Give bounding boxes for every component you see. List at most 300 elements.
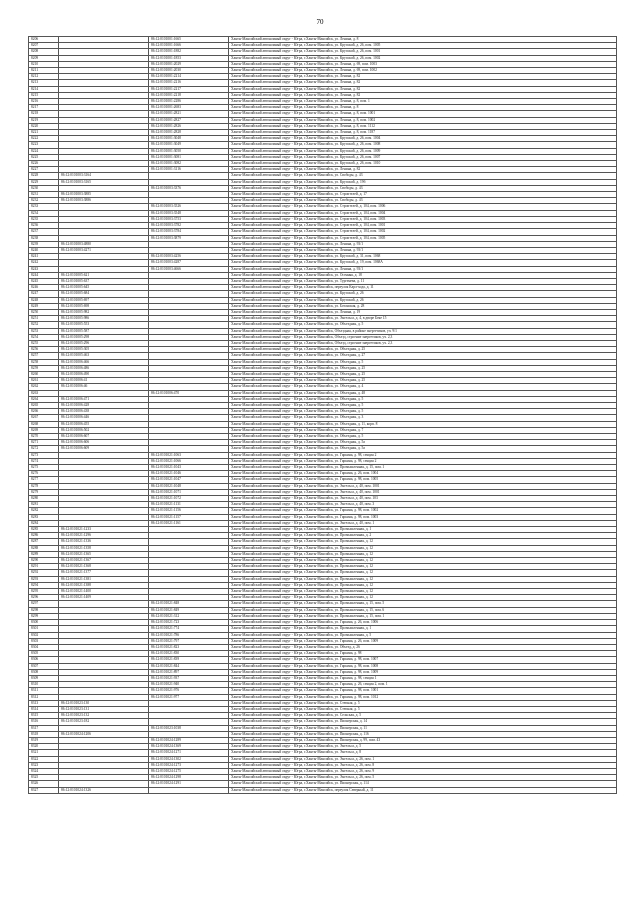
object-cadastral-cell: 86:12:0101001:2821 xyxy=(149,111,229,117)
address-cell: Ханты-Мансийский автономный округ - Югра, г.Ханты-Мансийск, ул. Промышленная, д. 15, пом. 6 xyxy=(229,607,617,613)
object-cadastral-cell: 86:12:0101024:1275 xyxy=(149,768,229,774)
object-cadastral-cell: 86:12:0101001:2029 xyxy=(149,61,229,67)
row-number-cell: 8304 xyxy=(29,644,59,650)
row-number-cell: 8226 xyxy=(29,161,59,167)
row-number-cell: 8234 xyxy=(29,210,59,216)
address-cell: Ханты-Мансийский автономный округ - Югра, г.Ханты-Мансийск, ул. Свободы, д. 43 xyxy=(229,173,617,179)
address-cell: Ханты-Мансийский автономный округ - Югра, г.Ханты-Мансийск, ул. Промышленная, д. 2 xyxy=(229,533,617,539)
land-cadastral-cell: 86:12:0101006:490 xyxy=(59,371,149,377)
object-cadastral-cell: 86:12:0101001:2683 xyxy=(149,105,229,111)
row-number-cell: 8241 xyxy=(29,254,59,260)
address-cell: Ханты-Мансийский автономный округ - Югра, г.Ханты-Мансийск, ул. Объездная, д. 7 xyxy=(229,427,617,433)
object-cadastral-cell: 86:12:0101003:4256 xyxy=(149,254,229,260)
land-cadastral-cell: 86:12:0101006:46 xyxy=(59,384,149,390)
address-cell: Ханты-Мансийский автономный округ - Югра, г.Ханты-Мансийск, переулок Северный, д. 11 xyxy=(229,787,617,793)
land-cadastral-cell: 86:12:0101003:3165 xyxy=(59,179,149,185)
address-cell: Ханты-Мансийский автономный округ - Югра, г.Ханты-Мансийск, ул. Энгельса, д. 8 xyxy=(229,750,617,756)
address-cell: Ханты-Мансийский автономный округ - Югра, г.Ханты-Мансийск, ул. Промышленная, д. 15, пом. 5 xyxy=(229,601,617,607)
object-cadastral-cell: 86:12:0101001:2218 xyxy=(149,92,229,98)
address-cell: Ханты-Мансийский автономный округ - Югра, г.Ханты-Мансийск, ул. Гаркина, д. 98, пом. 1012 xyxy=(229,694,617,700)
row-number-cell: 8260 xyxy=(29,371,59,377)
row-number-cell: 8246 xyxy=(29,285,59,291)
land-cadastral-cell: 86:12:0101005:296 xyxy=(59,340,149,346)
address-cell: Ханты-Мансийский автономный округ - Югра, г.Ханты-Мансийск, ул. Ленина, д. 8, пом. 1187 xyxy=(229,130,617,136)
land-cadastral-cell: 86:12:0101005:697 xyxy=(59,297,149,303)
object-cadastral-cell: 86:12:0101001:2030 xyxy=(149,68,229,74)
row-number-cell: 8324 xyxy=(29,768,59,774)
row-number-cell: 8321 xyxy=(29,750,59,756)
row-number-cell: 8295 xyxy=(29,589,59,595)
row-number-cell: 8263 xyxy=(29,390,59,396)
row-number-cell: 8300 xyxy=(29,620,59,626)
land-cadastral-cell: 86:12:0101005:986 xyxy=(59,316,149,322)
object-cadastral-cell: 86:12:0101021:723 xyxy=(149,620,229,626)
row-number-cell: 8251 xyxy=(29,316,59,322)
object-cadastral-cell: 86:12:0101001:1853 xyxy=(149,55,229,61)
address-cell: Ханты-Мансийский автономный округ - Югра, г.Ханты-Мансийск, ул. Промышленная, д. 12 xyxy=(229,576,617,582)
row-number-cell: 8276 xyxy=(29,471,59,477)
object-cadastral-cell: 86:12:0101003:3548 xyxy=(149,210,229,216)
land-cadastral-cell: 86:12:0101024:1206 xyxy=(59,731,149,737)
row-number-cell: 8307 xyxy=(29,663,59,669)
address-cell: Ханты-Мансийский автономный округ - Югра, г.Ханты-Мансийск, ул. Гаркина, д. 98, пом. 1009 xyxy=(229,669,617,675)
object-cadastral-cell: 86:12:0101021:848 xyxy=(149,601,229,607)
land-cadastral-cell: 86:12:0101006:428 xyxy=(59,402,149,408)
address-cell: Ханты-Мансийский автономный округ - Югра, г.Ханты-Мансийск, ул. Объездная, д. 25 xyxy=(229,371,617,377)
address-cell: Ханты-Мансийский автономный округ - Югра, г.Ханты-Мансийск, ул. Промышленная, д. 12 xyxy=(229,539,617,545)
address-cell: Ханты-Мансийский автономный округ - Югра, г.Ханты-Мансийск, ул. Промышленная, д. 5 xyxy=(229,632,617,638)
address-cell: Ханты-Мансийский автономный округ - Югра, г.Ханты-Мансийск, ул. Энгельса, д. 5 xyxy=(229,744,617,750)
land-cadastral-cell: 86:12:0101021:1233 xyxy=(59,527,149,533)
row-number-cell: 8312 xyxy=(29,694,59,700)
row-number-cell: 8249 xyxy=(29,303,59,309)
land-cadastral-cell: 86:12:0101006:455 xyxy=(59,421,149,427)
address-cell: Ханты-Мансийский автономный округ - Югра, г.Ханты-Мансийск, ул. Строителей, д. 104, пом. 1005 xyxy=(229,235,617,241)
row-number-cell: 8301 xyxy=(29,626,59,632)
land-cadastral-cell: 86:12:0101006:41 xyxy=(59,378,149,384)
row-number-cell: 8262 xyxy=(29,384,59,390)
row-number-cell: 8288 xyxy=(29,545,59,551)
row-number-cell: 8308 xyxy=(29,669,59,675)
address-cell: Ханты-Мансийский автономный округ - Югра, г.Ханты-Мансийск, ул. Энгельса, д. 26, пом. 5 xyxy=(229,775,617,781)
address-cell: Ханты-Мансийский автономный округ - Югра, г.Ханты-Мансийск, ул. Объездная, д. 3 xyxy=(229,415,617,421)
address-cell: Ханты-Мансийский автономный округ - Югра, г.Ханты-Мансийск, ул. Крупской, д. 26, пом. 1001 xyxy=(229,49,617,55)
object-cadastral-cell: 86:12:0101003:4287 xyxy=(149,260,229,266)
row-number-cell: 8264 xyxy=(29,396,59,402)
row-number-cell: 8225 xyxy=(29,154,59,160)
address-cell: Ханты-Мансийский автономный округ - Югра, г.Ханты-Мансийск, ул. Крупской, д. 26 xyxy=(229,297,617,303)
row-number-cell: 8286 xyxy=(29,533,59,539)
address-cell: Ханты-Мансийский автономный округ - Югра, г.Ханты-Мансийск, ул. Энгельса, д. 26, пом. 8 xyxy=(229,762,617,768)
row-number-cell: 8209 xyxy=(29,55,59,61)
object-cadastral-cell: 86:12:0101024:1271 xyxy=(149,750,229,756)
land-cadastral-cell: 86:12:0101005:645 xyxy=(59,285,149,291)
object-cadastral-cell: 86:12:0101001:3081 xyxy=(149,154,229,160)
object-cadastral-cell: 86:12:0101023:1038 xyxy=(149,725,229,731)
object-cadastral-cell: 86:12:0101003:3784 xyxy=(149,229,229,235)
object-cadastral-cell: 86:12:0101021:1063 xyxy=(149,452,229,458)
address-cell: Ханты-Мансийский автономный округ - Югра, г.Ханты-Мансийск, ул. Промышленная, д. 1 xyxy=(229,527,617,533)
address-cell: Ханты-Мансийский автономный округ - Югра, г.Ханты-Мансийск, ул. Строителей, д. 104, пом. 1006 xyxy=(229,204,617,210)
address-cell: Ханты-Мансийский автономный округ - Югра, г.Ханты-Мансийск, ул. Ленина, д. 93/1 xyxy=(229,247,617,253)
address-cell: Ханты-Мансийский автономный округ - Югра, г.Ханты-Мансийск, ул. Свободы, д. 43 xyxy=(229,185,617,191)
row-number-cell: 8223 xyxy=(29,142,59,148)
row-number-cell: 8303 xyxy=(29,638,59,644)
land-cadastral-cell: 86:12:0101003:3886 xyxy=(59,198,149,204)
address-cell: Ханты-Мансийский автономный округ - Югра, г.Ханты-Мансийск, ул. Энгельса, д. 40, пом. 103 xyxy=(229,496,617,502)
row-number-cell: 8256 xyxy=(29,347,59,353)
object-cadastral-cell: 86:12:0101021:844 xyxy=(149,663,229,669)
row-number-cell: 8245 xyxy=(29,278,59,284)
row-number-cell: 8309 xyxy=(29,675,59,681)
object-cadastral-cell: 86:12:0101021:1066 xyxy=(149,458,229,464)
row-number-cell: 8269 xyxy=(29,427,59,433)
address-cell: Ханты-Мансийский автономный округ - Югра, г.Ханты-Мансийск, ул. Объездная, д. 5 xyxy=(229,434,617,440)
row-number-cell: 8261 xyxy=(29,378,59,384)
row-number-cell: 8311 xyxy=(29,688,59,694)
address-cell: Ханты-Мансийский автономный округ - Югра, г.Ханты-Мансийск, переулок Карл-хода, д. 11 xyxy=(229,285,617,291)
row-number-cell: 8252 xyxy=(29,322,59,328)
property-register-table xyxy=(28,36,617,794)
row-number-cell: 8271 xyxy=(29,440,59,446)
object-cadastral-cell: 86:12:0101001:3048 xyxy=(149,136,229,142)
land-cadastral-cell: 86:12:0101006:606 xyxy=(59,440,149,446)
row-number-cell: 8313 xyxy=(29,700,59,706)
address-cell: Ханты-Мансийский автономный округ - Югра, г.Ханты-Мансийск, ул. Промышленная, д. 1 xyxy=(229,626,617,632)
row-number-cell: 8207 xyxy=(29,43,59,49)
land-cadastral-cell: 86:12:0101003:4271 xyxy=(59,247,149,253)
row-number-cell: 8265 xyxy=(29,402,59,408)
row-number-cell: 8306 xyxy=(29,657,59,663)
row-number-cell: 8283 xyxy=(29,514,59,520)
address-cell: Ханты-Мансийский автономный округ - Югра, г.Ханты-Мансийск, ул. Пионерская, д. 99, пом. 43 xyxy=(229,737,617,743)
row-number-cell: 8258 xyxy=(29,359,59,365)
address-cell: Ханты-Мансийский автономный округ - Югра, г.Ханты-Мансийск, ул. Ленина, д. 82 xyxy=(229,80,617,86)
row-number-cell: 8248 xyxy=(29,297,59,303)
address-cell: Ханты-Мансийский автономный округ - Югра, г.Ханты-Мансийск, ул. Промышленная, д. 12 xyxy=(229,589,617,595)
land-cadastral-cell: 86:12:0101021:1400 xyxy=(59,589,149,595)
row-number-cell: 8293 xyxy=(29,576,59,582)
object-cadastral-cell: 86:12:0101021:797 xyxy=(149,638,229,644)
row-number-cell: 8294 xyxy=(29,582,59,588)
address-cell: Ханты-Мансийский автономный округ - Югра, г.Ханты-Мансийск, ул. Объездная, д. 4 xyxy=(229,384,617,390)
row-number-cell: 8296 xyxy=(29,595,59,601)
row-number-cell: 8305 xyxy=(29,651,59,657)
address-cell: Ханты-Мансийский автономный округ - Югра, г.Ханты-Мансийск, ул. Ленина, д. 82 xyxy=(229,92,617,98)
land-cadastral-cell: 86:12:0101006:438 xyxy=(59,409,149,415)
address-cell: Ханты-Мансийский автономный округ - Югра, г.Ханты-Мансийск, ул. Гаркина, д. 26, секция 2, пом. 1 xyxy=(229,682,617,688)
row-number-cell: 8217 xyxy=(29,105,59,111)
row-number-cell: 8291 xyxy=(29,564,59,570)
address-cell: Ханты-Мансийский автономный округ - Югра, г.Ханты-Мансийск, ул. Энгельса, д. 40, пом. 3 xyxy=(229,502,617,508)
land-cadastral-cell: 86:12:0101021:1296 xyxy=(59,533,149,539)
land-cadastral-cell: 86:12:0101021:1409 xyxy=(59,595,149,601)
object-cadastral-cell: 86:12:0101001:2217 xyxy=(149,86,229,92)
address-cell: Ханты-Мансийский автономный округ - Югра, г.Ханты-Мансийск, ул. Ленина, д. 8 xyxy=(229,37,617,43)
address-cell: Ханты-Мансийский автономный округ - Югра, г.Ханты-Мансийск, ул. Объездная, д. 5 xyxy=(229,396,617,402)
object-cadastral-cell: 86:12:0101021:830 xyxy=(149,651,229,657)
address-cell: Ханты-Мансийский автономный округ - Югра, г.Ханты-Мансийск, ул. Объездная, д. 5а xyxy=(229,440,617,446)
row-number-cell: 8235 xyxy=(29,216,59,222)
land-cadastral-cell: 86:12:0101005:637 xyxy=(59,278,149,284)
row-number-cell: 8253 xyxy=(29,328,59,334)
object-cadastral-cell: 86:12:0101001:1882 xyxy=(149,49,229,55)
address-cell: Ханты-Мансийский автономный округ - Югра, г.Ханты-Мансийск, ул. Гаркина, д. 98, секция 2 xyxy=(229,458,617,464)
land-cadastral-cell: 86:12:0101005:684 xyxy=(59,291,149,297)
row-number-cell: 8228 xyxy=(29,173,59,179)
address-cell: Ханты-Мансийский автономный округ - Югра, г.Ханты-Мансийск, ул. Ленина, д. 69, пом. 1002 xyxy=(229,68,617,74)
object-cadastral-cell: 86:12:0101001:3049 xyxy=(149,142,229,148)
page-number: 70 xyxy=(316,18,324,26)
row-number-cell: 8298 xyxy=(29,607,59,613)
row-number-cell: 8278 xyxy=(29,483,59,489)
address-cell: Ханты-Мансийский автономный округ - Югра, г.Ханты-Мансийск, ул. Гаркина, д. 98, пом. 1003 xyxy=(229,514,617,520)
object-cadastral-cell: 86:12:0101001:3116 xyxy=(149,167,229,173)
object-cadastral-cell: 86:12:0101021:1156 xyxy=(149,508,229,514)
object-cadastral-cell: 86:12:0101021:897 xyxy=(149,669,229,675)
row-number-cell: 8257 xyxy=(29,353,59,359)
object-cadastral-cell: 86:12:0101001:2828 xyxy=(149,130,229,136)
land-cadastral-cell: 86:12:0101006:607 xyxy=(59,434,149,440)
row-number-cell: 8238 xyxy=(29,235,59,241)
row-number-cell: 8208 xyxy=(29,49,59,55)
address-cell: Ханты-Мансийский автономный округ - Югра, г.Ханты-Мансийск, ул. Строителей, д. 104, пом. 1003 xyxy=(229,216,617,222)
object-cadastral-cell: 86:12:0101021:940 xyxy=(149,682,229,688)
row-number-cell: 8254 xyxy=(29,334,59,340)
row-number-cell: 8280 xyxy=(29,496,59,502)
row-number-cell: 8230 xyxy=(29,185,59,191)
land-cadastral-cell: 86:12:0101005:463 xyxy=(59,353,149,359)
address-cell: Ханты-Мансийский автономный округ - Югра, г.Ханты-Мансийск, ул. Энгельса, д. 26, пом. 1 xyxy=(229,756,617,762)
object-cadastral-cell: 86:12:0101021:774 xyxy=(149,626,229,632)
row-number-cell: 8210 xyxy=(29,61,59,67)
row-number-cell: 8275 xyxy=(29,465,59,471)
object-cadastral-cell: 86:12:0101001:2826 xyxy=(149,123,229,129)
address-cell: Ханты-Мансийский автономный округ - Югра, г.Ханты-Мансийск, ул. Строителей, д. 17 xyxy=(229,192,617,198)
row-number-cell: 8317 xyxy=(29,725,59,731)
address-cell: Ханты-Мансийский автономный округ - Югра, г.Ханты-Мансийск, ул. Ленина, д. 82 xyxy=(229,167,617,173)
object-cadastral-cell: 86:12:0101024:1273 xyxy=(149,762,229,768)
object-cadastral-cell: 86:12:0101003:3753 xyxy=(149,216,229,222)
object-cadastral-cell: 86:12:0101024:1289 xyxy=(149,737,229,743)
object-cadastral-cell: 86:12:0101021:839 xyxy=(149,657,229,663)
address-cell: Ханты-Мансийский автономный округ - Югра, г.Ханты-Мансийск, ул. Промышленная, д. 15, пом. 1 xyxy=(229,613,617,619)
land-cadastral-cell: 86:12:0101003:3164 xyxy=(59,173,149,179)
address-cell: Ханты-Мансийский автономный округ - Югра, г.Ханты-Мансийск, ул. Ленина, д. 82 xyxy=(229,74,617,80)
address-cell: Ханты-Мансийский автономный округ - Югра, г.Ханты-Мансийск, ул. Осенняя, д. 18 xyxy=(229,272,617,278)
row-number-cell: 8327 xyxy=(29,787,59,793)
row-number-cell: 8221 xyxy=(29,130,59,136)
address-cell: Ханты-Мансийский автономный округ - Югра, г.Ханты-Мансийск, ул. Крупской, д. 26, пом. 1004 xyxy=(229,136,617,142)
row-number-cell: 8287 xyxy=(29,539,59,545)
address-cell: Ханты-Мансийский автономный округ - Югра, г.Ханты-Мансийск, ул. Пионерская, д. 11 xyxy=(229,725,617,731)
address-cell: Ханты-Мансийский автономный округ - Югра, г.Ханты-Мансийск, ул. Ленина, д. 8 xyxy=(229,105,617,111)
row-number-cell: 8289 xyxy=(29,551,59,557)
row-number-cell: 8310 xyxy=(29,682,59,688)
address-cell: Ханты-Мансийский автономный округ - Югра, г.Ханты-Мансийск, ул. Ленина, д. 93/1 xyxy=(229,266,617,272)
address-cell: Ханты-Мансийский автономный округ - Югра, г.Ханты-Мансийск, ул. Объездная, д. 25 xyxy=(229,365,617,371)
land-cadastral-cell: 86:12:0101023:132 xyxy=(59,713,149,719)
row-number-cell: 8231 xyxy=(29,192,59,198)
address-cell: Ханты-Мансийский автономный округ - Югра, г.Ханты-Мансийск, ул. Ленина, д. 8, пом. 1 xyxy=(229,99,617,105)
address-cell: Ханты-Мансийский автономный округ - Югра, г.Ханты-Мансийск, ул. Строителей, д. 104, пом. 1001 xyxy=(229,223,617,229)
row-number-cell: 8233 xyxy=(29,204,59,210)
row-number-cell: 8268 xyxy=(29,421,59,427)
address-cell: Ханты-Мансийский автономный округ - Югра, г.Ханты-Мансийск, ул. Ленина, д. 82 xyxy=(229,86,617,92)
address-cell: Ханты-Мансийский автономный округ - Югра, г.Ханты-Мансийск, ул. Объездная, д. 25 xyxy=(229,378,617,384)
object-cadastral-cell: 86:12:0101021:937 xyxy=(149,675,229,681)
row-number-cell: 8237 xyxy=(29,229,59,235)
address-cell: Ханты-Мансийский автономный округ - Югра, г.Ханты-Мансийск, ул. Тургенева, д. 11 xyxy=(229,278,617,284)
address-cell: Ханты-Мансийский автономный округ - Югра, г.Ханты-Мансийск, ул. Крупской, д. 26 xyxy=(229,291,617,297)
row-number-cell: 8219 xyxy=(29,117,59,123)
address-cell: Ханты-Мансийский автономный округ - Югра, г.Ханты-Мансийск, ул. Объездная, д. 11, корп. 8 xyxy=(229,421,617,427)
row-number-cell: 8224 xyxy=(29,148,59,154)
object-cadastral-cell: 86:12:0101001:2827 xyxy=(149,117,229,123)
address-cell: Ханты-Мансийский автономный округ - Югра, г.Ханты-Мансийск, ул. Объездная, д. 27 xyxy=(229,353,617,359)
object-cadastral-cell: 86:12:0101003:4666 xyxy=(149,266,229,272)
address-cell: Ханты-Мансийский автономный округ - Югра, г.Ханты-Мансийск, ул. Промышленная, д. 12 xyxy=(229,595,617,601)
row-number-cell: 8282 xyxy=(29,508,59,514)
address-cell: Ханты-Мансийский автономный округ - Югра, г.Ханты-Мансийск, ул. Крупской, д. 31, пом. 1068 xyxy=(229,254,617,260)
object-cadastral-cell: 86:12:0101021:976 xyxy=(149,688,229,694)
object-cadastral-cell: 86:12:0101001:2286 xyxy=(149,99,229,105)
row-number-cell: 8213 xyxy=(29,80,59,86)
row-number-cell: 8274 xyxy=(29,458,59,464)
object-cadastral-cell: 86:12:0101021:1072 xyxy=(149,496,229,502)
land-cadastral-cell: 86:12:0101023:131 xyxy=(59,706,149,712)
address-cell: Ханты-Мансийский автономный округ - Югра, г.Ханты-Мансийск, ул. Промышленная, д. 15, пом. 1 xyxy=(229,465,617,471)
address-cell: Ханты-Мансийский автономный округ - Югра, г.Ханты-Мансийск, ул. Промышленная, д. 12 xyxy=(229,558,617,564)
address-cell: Ханты-Мансийский автономный округ - Югра, г.Ханты-Мансийск, ул. Промышленная, д. 12 xyxy=(229,551,617,557)
land-cadastral-cell: 86:12:0101021:1381 xyxy=(59,576,149,582)
row-number-cell: 8272 xyxy=(29,446,59,452)
address-cell: Ханты-Мансийский автономный округ - Югра, г.Ханты-Мансийск, ул. Крупской, д. 26, пом. 1008 xyxy=(229,142,617,148)
address-cell: Ханты-Мансийский автономный округ - Югра, г.Ханты-Мансийск, ул. Ленина, д. 8, пом. 1001 xyxy=(229,111,617,117)
address-cell: Ханты-Мансийский автономный округ - Югра, г.Ханты-Мансийск, ул. Гаркина, д. 98, пом. 1007 xyxy=(229,657,617,663)
row-number-cell: 8239 xyxy=(29,241,59,247)
land-cadastral-cell: 86:12:0101005:298 xyxy=(59,334,149,340)
land-cadastral-cell: 86:12:0101005:982 xyxy=(59,309,149,315)
object-cadastral-cell: 86:12:0101006:470 xyxy=(149,390,229,396)
row-number-cell: 8290 xyxy=(29,558,59,564)
address-cell: Ханты-Мансийский автономный округ - Югра, г.Ханты-Мансийск, ул. Гаркина, д. 98, пом. 1002 xyxy=(229,508,617,514)
row-number-cell: 8326 xyxy=(29,781,59,787)
address-cell: Ханты-Мансийский автономный округ - Югра, г.Ханты-Мансийск, ул. Энгельса, д. 4, в дворе Беке 15 xyxy=(229,316,617,322)
land-cadastral-cell: 86:12:0101006:502 xyxy=(59,427,149,433)
address-cell: Ханты-Мансийский автономный округ - Югра, г.Ханты-Мансийск, ул. Степная, д. 5 xyxy=(229,700,617,706)
row-number-cell: 8273 xyxy=(29,452,59,458)
object-cadastral-cell: 86:12:0101021:1157 xyxy=(149,514,229,520)
row-number-cell: 8247 xyxy=(29,291,59,297)
land-cadastral-cell: 86:12:0101006:466 xyxy=(59,359,149,365)
object-cadastral-cell: 86:12:0101021:1048 xyxy=(149,483,229,489)
address-cell: Ханты-Мансийский автономный округ - Югра, г.Ханты-Мансийск, Объездная, в районе энергетиков, уч. 9/1 xyxy=(229,328,617,334)
object-cadastral-cell xyxy=(149,787,229,793)
row-number-cell: 8292 xyxy=(29,570,59,576)
land-cadastral-cell: 86:12:0101005:553 xyxy=(59,322,149,328)
land-cadastral-cell: 86:12:0101021:1365 xyxy=(59,551,149,557)
land-cadastral-cell: 86:12:0101006:486 xyxy=(59,365,149,371)
address-cell: Ханты-Мансийский автономный округ - Югра, г.Ханты-Мансийск, ул. Крупской, д. 26, пом. 1005 xyxy=(229,43,617,49)
land-cadastral-cell: 86:12:0101003:3885 xyxy=(59,192,149,198)
land-cadastral-cell: 86:12:0101005:698 xyxy=(59,303,149,309)
row-number-cell: 8240 xyxy=(29,247,59,253)
row-number-cell: 8319 xyxy=(29,737,59,743)
address-cell: Ханты-Мансийский автономный округ - Югра, г.Ханты-Мансийск, ул. Энгельса, д. 40, пом. 1001 xyxy=(229,483,617,489)
land-cadastral-cell: 86:12:0101021:1368 xyxy=(59,564,149,570)
land-cadastral-cell: 86:12:0101006:446 xyxy=(59,415,149,421)
land-cadastral-cell: 86:12:0101021:1367 xyxy=(59,558,149,564)
address-cell: Ханты-Мансийский автономный округ - Югра, г.Ханты-Мансийск, ул. Энгельса, д. 26, пом. 9 xyxy=(229,768,617,774)
address-cell: Ханты-Мансийский автономный округ - Югра, г.Ханты-Мансийск, ул. Гаркина, д. 26, пом. 1009 xyxy=(229,638,617,644)
row-number-cell: 8285 xyxy=(29,527,59,533)
table-body xyxy=(29,37,617,794)
land-cadastral-cell: 86:12:0101003:4880 xyxy=(59,241,149,247)
row-number-cell: 8323 xyxy=(29,762,59,768)
address-cell: Ханты-Мансийский автономный округ - Югра, г.Ханты-Мансийск, ул. Гаркина, д. 26, пом. 1006 xyxy=(229,620,617,626)
row-number-cell: 8206 xyxy=(29,37,59,43)
address-cell: Ханты-Мансийский автономный округ - Югра, г.Ханты-Мансийск, ул. Объездная, д. 25 xyxy=(229,347,617,353)
land-cadastral-cell: 86:12:0101021:1358 xyxy=(59,545,149,551)
object-cadastral-cell: 86:12:0101024:1302 xyxy=(149,756,229,762)
row-number-cell: 8216 xyxy=(29,99,59,105)
address-cell: Ханты-Мансийский автономный округ - Югра, г.Ханты-Мансийск, ул. Гаркина, д. 98 xyxy=(229,651,617,657)
row-number-cell: 8215 xyxy=(29,92,59,98)
object-cadastral-cell: 86:12:0101003:3526 xyxy=(149,204,229,210)
row-number-cell: 8279 xyxy=(29,489,59,495)
row-number-cell: 8244 xyxy=(29,272,59,278)
address-cell: Ханты-Мансийский автономный округ - Югра, г.Ханты-Мансийск, ул. Ленина, д. 69, пом. 1003 xyxy=(229,61,617,67)
object-cadastral-cell: 86:12:0101021:1161 xyxy=(149,520,229,526)
address-cell: Ханты-Мансийский автономный округ - Югра, г.Ханты-Мансийск, ул. Объездная, д. 48 xyxy=(229,390,617,396)
address-cell: Ханты-Мансийский автономный округ - Югра, г.Ханты-Мансийск, ул. Ленина, д. 19 xyxy=(229,309,617,315)
object-cadastral-cell: 86:12:0101003:3879 xyxy=(149,235,229,241)
row-number-cell: 8243 xyxy=(29,266,59,272)
address-cell: Ханты-Мансийский автономный округ - Югра, г.Ханты-Мансийск, ул. Гаркина, д. 26, пом. 1004 xyxy=(229,471,617,477)
address-cell: Ханты-Мансийский автономный округ - Югра, г.Ханты-Мансийск, ул. Гаркина, д. 98, секция 2 xyxy=(229,452,617,458)
row-number-cell: 8242 xyxy=(29,260,59,266)
address-cell: Ханты-Мансийский автономный округ - Югра, г.Ханты-Мансийск, ул. Крупской, д. 19, пом. 1068А xyxy=(229,260,617,266)
row-number-cell: 8318 xyxy=(29,731,59,737)
address-cell: Ханты-Мансийский автономный округ - Югра, г.Ханты-Мансийск, ул. Крупской, д. 26, пом. 1007 xyxy=(229,154,617,160)
object-cadastral-cell: 86:12:0101024:1298 xyxy=(149,775,229,781)
object-cadastral-cell: 86:12:0101021:1046 xyxy=(149,471,229,477)
land-cadastral-cell: 86:12:0101024:1326 xyxy=(59,787,149,793)
address-cell: Ханты-Мансийский автономный округ - Югра, г.Ханты-Мансийск, ул. Объездная, д. 5 xyxy=(229,402,617,408)
object-cadastral-cell: 86:12:0101021:1043 xyxy=(149,465,229,471)
address-cell: Ханты-Мансийский автономный округ - Югра, г.Ханты-Мансийск, ул. Пионерская, д. 116 xyxy=(229,731,617,737)
land-cadastral-cell: 86:12:0101006:471 xyxy=(59,396,149,402)
address-cell: Ханты-Мансийский автономный округ - Югра, г.Ханты-Мансийск, ул. Промышленная, д. 12 xyxy=(229,545,617,551)
object-cadastral-cell: 86:12:0101024:1291 xyxy=(149,781,229,787)
object-cadastral-cell: 86:12:0101024:1369 xyxy=(149,744,229,750)
object-cadastral-cell: 86:12:0101001:2216 xyxy=(149,80,229,86)
object-cadastral-cell: 86:12:0101021:1047 xyxy=(149,477,229,483)
land-cadastral-cell: 86:12:0101021:1377 xyxy=(59,570,149,576)
land-cadastral-cell: 86:12:0101005:587 xyxy=(59,328,149,334)
address-cell: Ханты-Мансийский автономный округ - Югра, г.Ханты-Мансийск, ул. Объездная, д. 5 xyxy=(229,322,617,328)
row-number-cell: 8316 xyxy=(29,719,59,725)
row-number-cell: 8232 xyxy=(29,198,59,204)
row-number-cell: 8270 xyxy=(29,434,59,440)
address-cell: Ханты-Мансийский автономный округ - Югра, г.Ханты-Мансийск, ул. Крупской, д. 26, пом. 1002 xyxy=(229,55,617,61)
row-number-cell: 8266 xyxy=(29,409,59,415)
land-cadastral-cell: 86:12:0101021:1336 xyxy=(59,539,149,545)
row-number-cell: 8250 xyxy=(29,309,59,315)
row-number-cell: 8214 xyxy=(29,86,59,92)
row-number-cell: 8220 xyxy=(29,123,59,129)
